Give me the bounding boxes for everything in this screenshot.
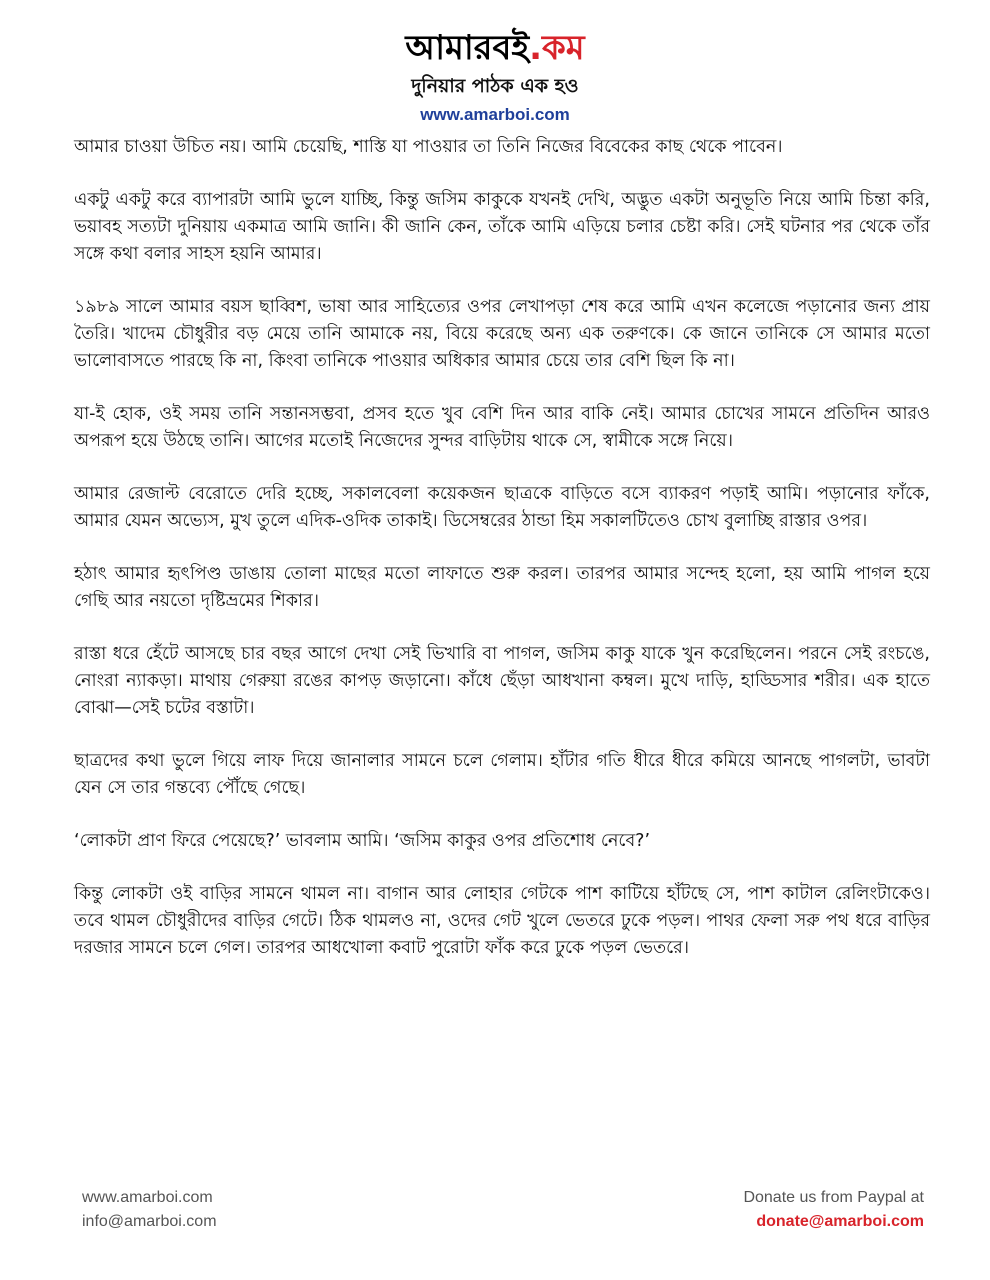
- paragraph: ছাত্রদের কথা ভুলে গিয়ে লাফ দিয়ে জানালার সামনে চলে গেলাম। হাঁটার গতি ধীরে ধীরে কমিয়ে আনছে পাগলটা, ভাবটা যেন সে তার গন্তব্যে পৌঁছে গেছে।: [74, 751, 930, 798]
- paragraph: রাস্তা ধরে হেঁটে আসছে চার বছর আগে দেখা সেই ভিখারি বা পাগল, জসিম কাকু যাকে খুন করেছিলেন। পরনে সেই রংচঙে, নোংরা ন্যাকড়া। মাথায় গেরুয়া রঙের কাপড় জড়ানো। কাঁধে ছেঁড়া আধখানা কম্বল। মুখে দাড়ি, হাড্ডিসার শরীর। এক হাতে বোঝা—সেই চটের বস্তাটা।: [74, 644, 930, 718]
- paragraph: ১৯৮৯ সালে আমার বয়স ছাব্বিশ, ভাষা আর সাহিত্যের ওপর লেখাপড়া শেষ করে আমি এখন কলেজে পড়ানোর জন্য প্রায় তৈরি। খাদেম চৌধুরীর বড় মেয়ে তানি আমাকে নয়, বিয়ে করেছে অন্য এক তরুণকে। কে জানে তানিকে সে আমার মতো ভালোবাসতে পারছে কি না, কিংবা তানিকে পাওয়ার অধিকার আমার চেয়ে তার বেশি ছিল কি না।: [74, 297, 930, 371]
- paragraph: হঠাৎ আমার হৃৎপিণ্ড ডাঙায় তোলা মাছের মতো লাফাতে শুরু করল। তারপর আমার সন্দেহ হলো, হয় আমি পাগল হয়ে গেছি আর নয়তো দৃষ্টিভ্রমের শিকার।: [74, 564, 930, 611]
- site-url-link[interactable]: www.amarboi.com: [420, 105, 570, 124]
- page-header: [0, 26, 990, 126]
- footer-donate: [743, 1186, 924, 1234]
- site-logo[interactable]: [0, 26, 990, 70]
- paragraph: যা-ই হোক, ওই সময় তানি সন্তানসম্ভবা, প্রসব হতে খুব বেশি দিন আর বাকি নেই। আমার চোখের সামনে প্রতিদিন আরও অপরূপ হয়ে উঠছে তানি। আগের মতোই নিজেদের সুন্দর বাড়িটায় থাকে সে, স্বামীকে সঙ্গে নিয়ে।: [74, 404, 930, 451]
- paragraph: কিন্তু লোকটা ওই বাড়ির সামনে থামল না। বাগান আর লোহার গেটকে পাশ কাটিয়ে হাঁটছে সে, পাশ কাটাল রেলিংটাকেও। তবে থামল চৌধুরীদের বাড়ির গেটে। ঠিক থামলও না, ওদের গেট খুলে ভেতরে ঢুকে পড়ল। পাথর ফেলা সরু পথ ধরে বাড়ির দরজার সামনে চলে গেল। তারপর আধখোলা কবাট পুরোটা ফাঁক করে ঢুকে পড়ল ভেতরে।: [74, 884, 930, 958]
- donate-text: Donate us from Paypal at: [743, 1189, 924, 1206]
- brand-name: আমারবই: [405, 28, 530, 68]
- footer-contact: [82, 1186, 217, 1234]
- paragraph: একটু একটু করে ব্যাপারটা আমি ভুলে যাচ্ছি, কিন্তু জসিম কাকুকে যখনই দেখি, অদ্ভুত একটা অনুভূতি নিয়ে আমি চিন্তা করি, ভয়াবহ সত্যটা দুনিয়ায় একমাত্র আমি জানি। কী জানি কেন, তাঁকে আমি এড়িয়ে চলার চেষ্টা করি। সেই ঘটনার পর থেকে তাঁর সঙ্গে কথা বলার সাহস হয়নি আমার।: [74, 190, 930, 264]
- footer-site-link[interactable]: www.amarboi.com: [82, 1189, 213, 1206]
- donate-email-link[interactable]: donate@amarboi.com: [756, 1213, 924, 1230]
- paragraph: আমার রেজাল্ট বেরোতে দেরি হচ্ছে, সকালবেলা কয়েকজন ছাত্রকে বাড়িতে বসে ব্যাকরণ পড়াই আমি। পড়ানোর ফাঁকে, আমার যেমন অভ্যেস, মুখ তুলে এদিক-ওদিক তাকাই। ডিসেম্বরের ঠান্ডা হিম সকালটিতেও চোখ বুলাচ্ছি রাস্তার ওপর।: [74, 484, 930, 531]
- paragraph: ‘লোকটা প্রাণ ফিরে পেয়েছে?’ ভাবলাম আমি। ‘জসিম কাকুর ওপর প্রতিশোধ নেবে?’: [74, 831, 651, 851]
- site-tagline: দুনিয়ার পাঠক এক হও: [411, 75, 579, 97]
- book-text: [74, 134, 930, 988]
- footer-email-link[interactable]: info@amarboi.com: [82, 1213, 217, 1230]
- paragraph: আমার চাওয়া উচিত নয়। আমি চেয়েছি, শাস্তি যা পাওয়ার তা তিনি নিজের বিবেকের কাছ থেকে পাবেন।: [74, 137, 783, 157]
- brand-suffix: .কম: [529, 28, 585, 68]
